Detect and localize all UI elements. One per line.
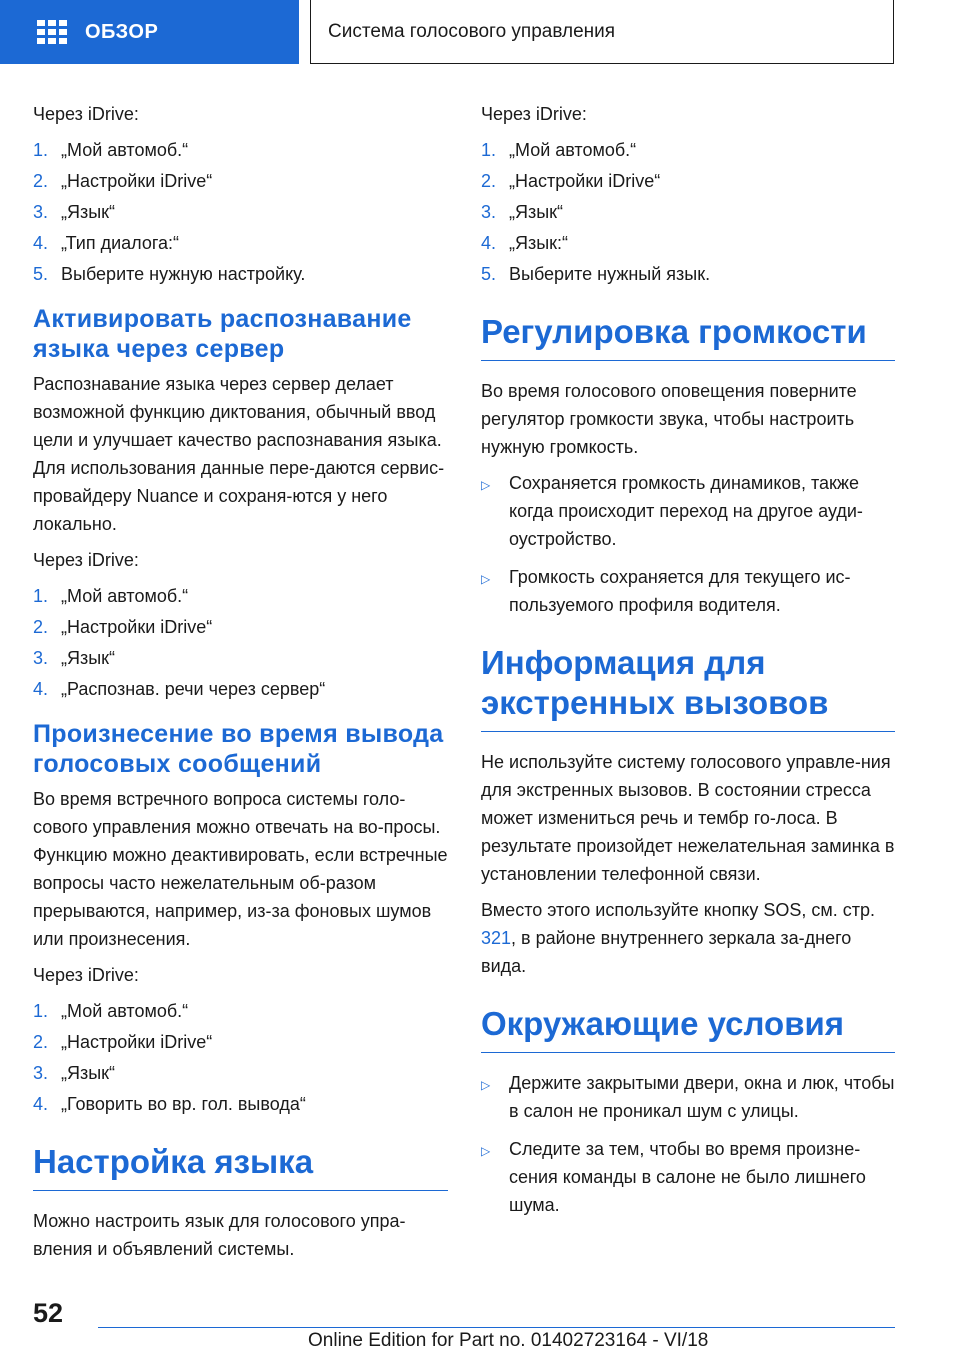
step-text: „Язык“: [61, 648, 116, 668]
step-number: 3.: [481, 202, 497, 222]
tab-overview-label: ОБЗОР: [85, 20, 159, 43]
page-link-321[interactable]: 321: [481, 928, 512, 948]
via-idrive-label: Через iDrive:: [33, 550, 139, 570]
list-item: [481, 136, 895, 164]
list-item: [481, 1135, 895, 1219]
bullet-text: Сохраняется громкость динамиков, также когда происходит переход на другое ауди‐оустройство.: [509, 473, 863, 549]
via-idrive-label: Через iDrive:: [33, 104, 139, 124]
step-text: „Язык“: [61, 1063, 116, 1083]
grid-icon: [37, 20, 67, 44]
paragraph-language-setting: Можно настроить язык для голосового упра‐вления и объявлений системы.: [33, 1211, 406, 1259]
list-item: [33, 644, 448, 672]
step-number: 1.: [481, 140, 497, 160]
list-item: [481, 1069, 895, 1125]
left-column: [33, 100, 448, 1271]
step-text: „Настройки iDrive“: [61, 1032, 213, 1052]
step-text: „Тип диалога:“: [61, 233, 180, 253]
step-text: „Язык:“: [509, 233, 569, 253]
heading-environment: Окружающие условия: [481, 1004, 895, 1053]
step-text: „Настройки iDrive“: [61, 171, 213, 191]
list-item: [33, 136, 448, 164]
step-text: „Мой автомоб.“: [509, 140, 637, 160]
triangle-right-icon: ▷: [481, 572, 491, 586]
step-number: 4.: [33, 679, 49, 699]
section-title: Система голосового управления: [310, 0, 894, 64]
steps-list-language: [481, 136, 895, 288]
list-item: [33, 582, 448, 610]
list-item: [33, 167, 448, 195]
step-number: 1.: [33, 586, 49, 606]
step-number: 3.: [33, 1063, 49, 1083]
step-text: Выберите нужную настройку.: [61, 264, 306, 284]
via-idrive-label: Через iDrive:: [33, 965, 139, 985]
list-item: [481, 198, 895, 226]
heading-volume: Регулировка громкости: [481, 312, 895, 361]
list-item: [481, 229, 895, 257]
list-item: [33, 675, 448, 703]
paragraph-emergency-1: Не используйте систему голосового управле‐ния для экстренных вызовов. В состоянии стресса может измениться речь и тембр го‐лоса. В результате произойдет нежелательная заминка в установлении телефонной связи.: [481, 752, 895, 884]
text-fragment: Вместо этого используйте кнопку SOS, см. стр.: [481, 900, 876, 920]
step-number: 3.: [33, 202, 49, 222]
list-item: [33, 613, 448, 641]
bullet-text: Громкость сохраняется для текущего ис‐пользуемого профиля водителя.: [509, 567, 851, 615]
step-text: „Язык“: [509, 202, 564, 222]
heading-emergency: Информация для экстренных вызовов: [481, 643, 895, 732]
list-item: [33, 997, 448, 1025]
bullet-text: Следите за тем, чтобы во время произне‐сения команды в салоне не было лишнего шума.: [509, 1139, 866, 1215]
list-item: [33, 260, 448, 288]
list-item: [33, 198, 448, 226]
bullets-environment: [481, 1069, 895, 1219]
footer-edition: Online Edition for Part no. 01402723164 - VI/18: [308, 1330, 709, 1351]
step-text: „Язык“: [61, 202, 116, 222]
step-number: 2.: [481, 171, 497, 191]
list-item: [33, 1090, 448, 1118]
step-number: 5.: [33, 264, 49, 284]
step-text: „Распознав. речи через сервер“: [61, 679, 326, 699]
steps-list-server: [33, 582, 448, 703]
step-number: 4.: [33, 233, 49, 253]
step-text: „Настройки iDrive“: [509, 171, 661, 191]
step-text: Выберите нужный язык.: [509, 264, 711, 284]
step-text: „Говорить во вр. гол. вывода“: [61, 1094, 306, 1114]
heading-language-setting: Настройка языка: [33, 1142, 448, 1191]
paragraph-volume: Во время голосового оповещения поверните регулятор громкости звука, чтобы настроить нужную громкость.: [481, 381, 857, 457]
heading-speak-during-output: Произнесение во время вывода голосовых сообщений: [33, 720, 444, 778]
via-idrive-label: Через iDrive:: [481, 104, 587, 124]
list-item: [33, 1028, 448, 1056]
right-column: [481, 100, 895, 1231]
top-bar: [0, 0, 960, 66]
list-item: [481, 260, 895, 288]
list-item: [33, 229, 448, 257]
step-number: 2.: [33, 1032, 49, 1052]
bullets-volume: [481, 469, 895, 619]
step-number: 1.: [33, 1001, 49, 1021]
tab-overview[interactable]: [0, 0, 299, 64]
footer-divider: [98, 1327, 895, 1328]
triangle-right-icon: ▷: [481, 478, 491, 492]
list-item: [33, 1059, 448, 1087]
steps-list-speak: [33, 997, 448, 1118]
step-text: „Мой автомоб.“: [61, 1001, 189, 1021]
step-number: 2.: [33, 617, 49, 637]
step-text: „Мой автомоб.“: [61, 140, 189, 160]
step-text: „Настройки iDrive“: [61, 617, 213, 637]
step-number: 2.: [33, 171, 49, 191]
text-fragment: , в районе внутреннего зеркала за‐днего вида.: [481, 928, 852, 976]
list-item: [481, 563, 895, 619]
step-number: 1.: [33, 140, 49, 160]
triangle-right-icon: ▷: [481, 1144, 491, 1158]
step-number: 4.: [33, 1094, 49, 1114]
paragraph-speak-during-output: Во время встречного вопроса системы голо‐сового управления можно отвечать на во‐просы. Функцию можно деактивировать, если встречные вопросы часто нежелательным об‐разом прерываются, например, из-за фоновых шумов или произнесения.: [33, 789, 448, 949]
list-item: [481, 167, 895, 195]
paragraph-emergency-2: [481, 896, 895, 980]
step-number: 4.: [481, 233, 497, 253]
page-number: 52: [33, 1298, 64, 1328]
heading-server-recognition: Активировать распознавание языка через сервер: [33, 305, 412, 363]
paragraph-server-recognition: Распознавание языка через сервер делает возможной функцию диктования, обычный ввод цели и улучшает качество распознавания языка. Для использования данные пере‐даются сервис-провайдеру Nuance и сохраня‐ются у него локально.: [33, 374, 445, 534]
list-item: [481, 469, 895, 553]
bullet-text: Держите закрытыми двери, окна и люк, чтобы в салон не проникал шум с улицы.: [509, 1073, 895, 1121]
step-number: 3.: [33, 648, 49, 668]
step-number: 5.: [481, 264, 497, 284]
step-text: „Мой автомоб.“: [61, 586, 189, 606]
triangle-right-icon: ▷: [481, 1078, 491, 1092]
steps-list-dialog: [33, 136, 448, 288]
